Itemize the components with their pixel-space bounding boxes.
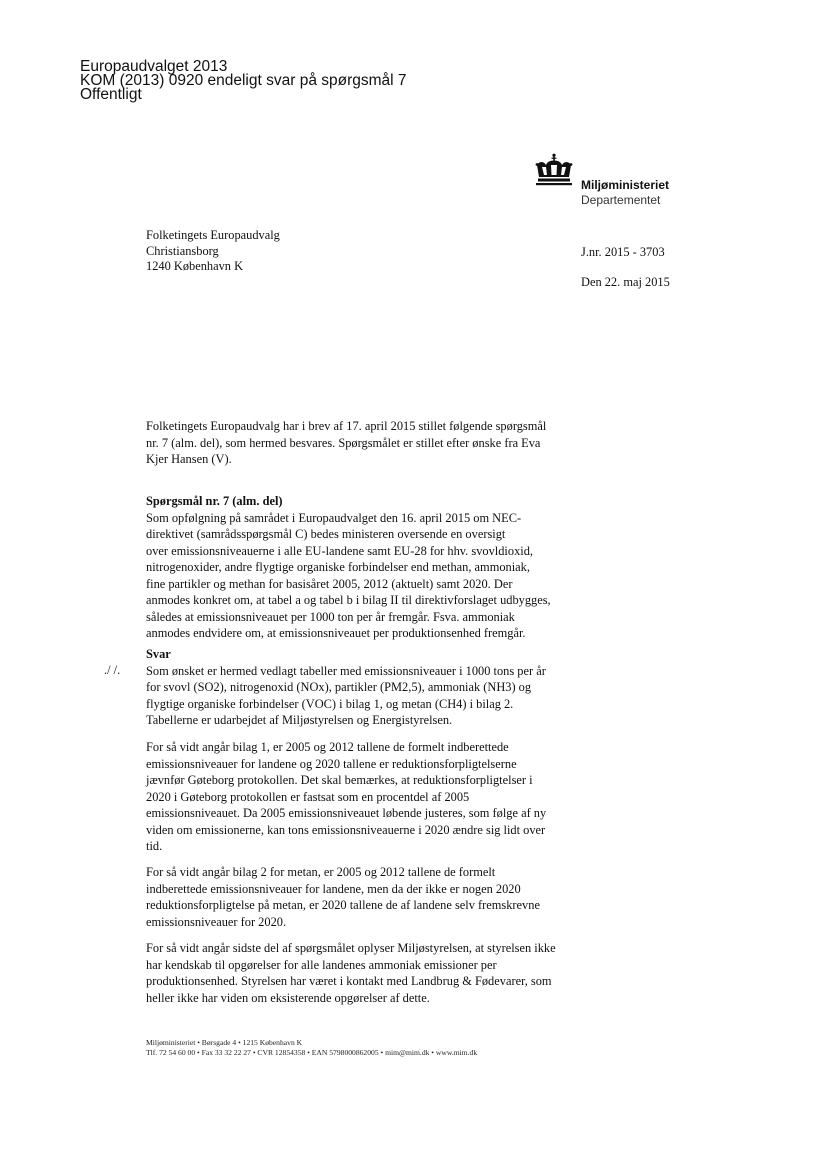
text-line: har kendskab til opgørelser for alle landenes ammoniak emissioner per xyxy=(146,957,497,972)
text-line: Tabellerne er udarbejdet af Miljøstyrelsen og Energistyrelsen. xyxy=(146,713,453,727)
text-line: emissionsniveauer for landene og 2020 tallene er reduktionsforpligtelserne xyxy=(146,756,517,771)
text-line: For så vidt angår sidste del af spørgsmålet oplyser Miljøstyrelsen, at styrelsen ikke xyxy=(146,941,556,955)
text-line: heller ikke har viden om eksisterende opgørelser af dette. xyxy=(146,990,430,1005)
question-heading: Spørgsmål nr. 7 (alm. del) xyxy=(146,494,283,508)
department-name: Departementet xyxy=(581,193,661,207)
text-line: nitrogenoxider, andre flygtige organiske forbindelser end methan, ammoniak, xyxy=(146,560,530,574)
text-line: for svovl (SO2), nitrogenoxid (NOx), partikler (PM2,5), ammoniak (NH3) og xyxy=(146,680,532,694)
text-line: 2020 i Gøteborg protokollen er fastsat som en procentdel af 2005 xyxy=(146,789,470,804)
stamp-committee: Europaudvalget 2013 xyxy=(80,58,228,75)
text-line: således at emissionsniveauet per 1000 ton per år fremgår. Fsva. ammoniak xyxy=(146,609,515,624)
stamp-visibility: Offentligt xyxy=(80,86,142,103)
intro-paragraph xyxy=(146,418,586,468)
text-line: Som ønsket er hermed vedlagt tabeller med emissionsniveauer i 1000 tons per år xyxy=(146,663,546,678)
crown-icon xyxy=(533,153,575,187)
answer-section xyxy=(146,646,586,729)
text-line: viden om emissionerne, kan tons emissionsniveauerne i 2020 ændre sig lidt over xyxy=(146,822,546,837)
answer-paragraph-3 xyxy=(146,864,586,930)
text-line: direktivet (samrådsspørgsmål C) bedes ministeren oversende en oversigt xyxy=(146,527,506,541)
text-line: emissionsniveauet. Da 2005 emissionsniveauet løbende justeres, som følge af ny xyxy=(146,806,547,820)
journal-number: J.nr. 2015 - 3703 xyxy=(581,245,665,259)
text-line: Kjer Hansen (V). xyxy=(146,452,232,466)
text-line: reduktionsforpligtelse på metan, er 2020 tallene de af landene selv fremskrevne xyxy=(146,898,540,912)
text-line: over emissionsniveauerne i alle EU-landene samt EU-28 for hhv. svovldioxid, xyxy=(146,543,533,558)
recipient-line: Christiansborg xyxy=(146,243,219,258)
text-line: nr. 7 (alm. del), som hermed besvares. Spørgsmålet er stillet efter ønske fra Eva xyxy=(146,435,541,450)
answer-heading: Svar xyxy=(146,647,171,661)
attachment-margin-mark: ./ /. xyxy=(104,663,121,677)
text-line: Folketingets Europaudvalg har i brev af 17. april 2015 stillet følgende spørgsmål xyxy=(146,419,547,433)
question-section xyxy=(146,493,586,642)
archive-stamp xyxy=(80,60,407,102)
text-line: tid. xyxy=(146,839,163,853)
stamp-reference: KOM (2013) 0920 endeligt svar på spørgsmål 7 xyxy=(80,72,407,89)
recipient-line: Folketingets Europaudvalg xyxy=(146,228,280,242)
text-line: Som opfølgning på samrådet i Europaudvalget den 16. april 2015 om NEC- xyxy=(146,510,522,525)
answer-paragraph-2 xyxy=(146,739,586,855)
letter-date: Den 22. maj 2015 xyxy=(581,274,670,289)
text-line: jævnfør Gøteborg protokollen. Det skal bemærkes, at reduktionsforpligtelser i xyxy=(146,773,533,787)
footer-address: Miljøministeriet • Børsgade 4 • 1215 København K xyxy=(146,1038,303,1047)
text-line: fine partikler og methan for basisåret 2005, 2012 (aktuelt) samt 2020. Der xyxy=(146,576,513,591)
recipient-line: 1240 København K xyxy=(146,259,244,273)
recipient-address xyxy=(146,228,280,275)
text-line: anmodes endvidere om, at emissionsniveauet per produktionsenhed fremgår. xyxy=(146,626,526,640)
reference-block xyxy=(581,245,670,290)
ministry-letterhead xyxy=(581,178,669,208)
page-footer xyxy=(146,1038,477,1058)
text-line: flygtige organiske forbindelser (VOC) i bilag 1, og metan (CH4) i bilag 2. xyxy=(146,696,514,711)
ministry-name: Miljøministeriet xyxy=(581,178,670,192)
text-line: indberettede emissionsniveauer for landene, men da der ikke er nogen 2020 xyxy=(146,881,521,896)
text-line: For så vidt angår bilag 2 for metan, er 2005 og 2012 tallene de formelt xyxy=(146,865,496,879)
text-line: produktionsenhed. Styrelsen har været i kontakt med Landbrug & Fødevarer, som xyxy=(146,974,552,988)
text-line: For så vidt angår bilag 1, er 2005 og 2012 tallene de formelt indberettede xyxy=(146,740,509,754)
text-line: emissionsniveauer for 2020. xyxy=(146,914,287,929)
text-line: anmodes konkret om, at tabel a og tabel b i bilag II til direktivforslaget udbygges, xyxy=(146,593,551,607)
footer-contact: Tlf. 72 54 60 00 • Fax 33 32 22 27 • CVR 12854358 • EAN 5798000862005 • mim@mim.dk • www.mim.dk xyxy=(146,1048,478,1057)
answer-paragraph-4 xyxy=(146,940,586,1006)
